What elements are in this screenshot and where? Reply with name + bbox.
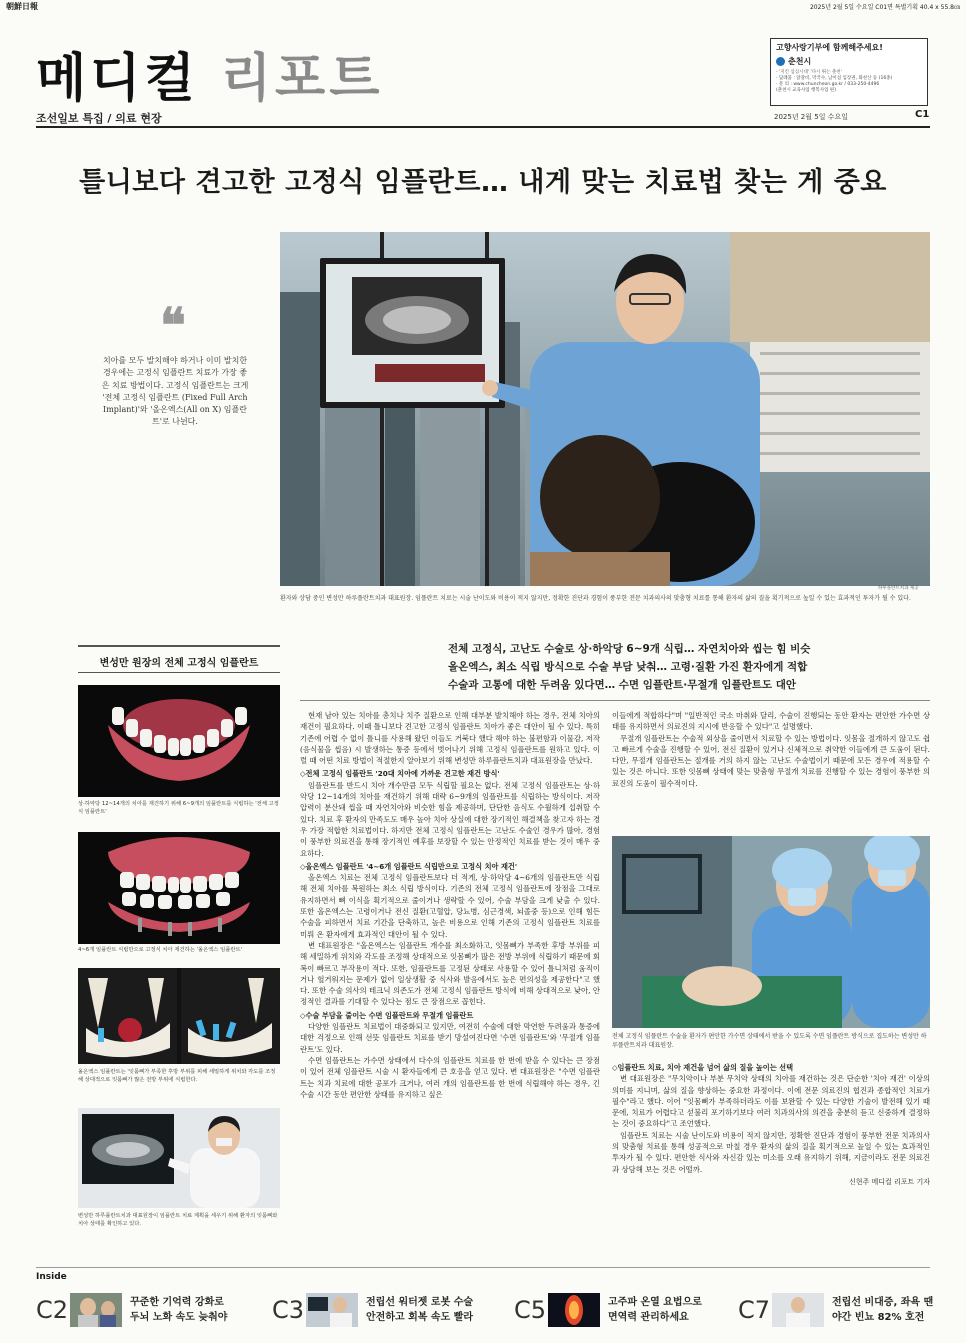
inside-teaser-line: 안전하고 회복 속도 빨라 (366, 1312, 474, 1323)
body-column-2-upper (612, 710, 930, 830)
inside-page-number: C3 (272, 1296, 305, 1324)
donation-ad-footnote: (춘천시 교육사업 행복사업 편) (776, 88, 836, 93)
implant-angle-image (78, 968, 280, 1064)
masthead-divider (36, 126, 930, 128)
body-paragraph: 임플란트를 반드시 치아 개수만큼 모두 식립할 필요는 없다. 전체 고정식 임플란트는 상·하악당 12~14개의 치아를 재건하기 위해 대략 6~9개의 임플란트를 식립하는 방식이다. 저작 압력이 분산돼 씹을 때 자연치아와 비슷한 힘을 제공하며, 단단한 음식도 수월하게 섭취할 수 있다. 치료 후 환자의 만족도도 매우 높아 치아 상실에 대한 장기적인 해결책을 찾고자 하는 경우 가장 적합한 치료법이다. 하지만 전체 고정식 임플란트는 고난도 수술인 경우가 많아, 경험이 풍부한 의료진을 통해 장기적인 예후를 보장할 수 있는 안정적인 치료를 받는 것이 매우 중요하다. (300, 780, 600, 858)
article-headline: 틀니보다 견고한 고정식 임플란트… 내게 맞는 치료법 찾는 게 중요 (79, 167, 887, 198)
newspaper-logo: 朝鮮日報 (6, 2, 38, 11)
donation-ad-city (776, 56, 922, 67)
inside-label: Inside (36, 1272, 67, 1282)
inside-teaser-line: 야간 빈뇨 82% 호전 (832, 1312, 925, 1323)
full-arch-implant-image (78, 685, 280, 797)
inside-thumbnail (306, 1293, 358, 1327)
body-column-2-lower (612, 1060, 930, 1235)
inside-teaser (832, 1295, 956, 1325)
inside-teaser (130, 1295, 254, 1325)
doctor-xray-image (78, 1108, 280, 1208)
sidebar-caption-3: 올온엑스 임플란트는 '잇몸뼈가 부족한 후방 부위를 피해 세밀하게 위치와 각도를 조정해 상대적으로 잇몸뼈가 많은 전방 부위에 식립한다. (78, 1069, 276, 1083)
doctor-xray-illustration (78, 1108, 280, 1208)
donation-ad-gifts: · 답례품 : 닭갈비, 막국수, 남이섬 입장권, 화천산 등 (16종) (776, 76, 893, 81)
sidebar-title: 변성만 원장의 전체 고정식 임플란트 (99, 658, 259, 669)
deck-divider (300, 700, 930, 701)
article-deck (448, 640, 848, 694)
main-photo-consultation (280, 232, 930, 586)
byline: 신현주 메디컬 리포트 기자 (848, 1177, 930, 1186)
thermal-therapy-thumbnail (548, 1293, 600, 1327)
sidebar-caption-2: 4~6개 임플란트 식립만으로 고정식 치아 재건하는 '올온엑스 임플란트' (78, 947, 243, 953)
inside-divider (36, 1267, 930, 1268)
body-paragraph: 임플란트 치료는 시술 난이도와 비용이 적지 않지만, 정확한 진단과 경험이 풍부한 전문 치과의사의 맞춤형 치료를 통해 성공적으로 마칠 경우 환자의 삶의 질을 획기적으로 높일 수 있는 효과적인 투자가 될 수 있다. 편안한 식사와 자신감 있는 미소를 오래 유지하기 위해, 지금이라도 전문 의료진과 상담해 보는 것은 어떨까. (612, 1130, 930, 1174)
inside-page-number: C2 (36, 1296, 69, 1324)
inside-teaser-line: 고주파 온열 요법으로 (608, 1297, 702, 1308)
donation-ad-box (770, 38, 928, 106)
body-subheading: ◇올온엑스 임플란트 '4~6개 임플란트 식립만으로 고정식 치아 재건' (300, 861, 518, 871)
deck-line-3: 수술과 고통에 대한 두려움 있다면… 수면 임플란트·무절개 임플란트도 대안 (448, 679, 797, 691)
inside-item-c2[interactable] (36, 1290, 254, 1330)
sidebar-caption-4: 변성만 하루플란트치과 대표원장이 임플란트 치료 계획을 세우기 위해 환자의 잇몸뼈와 치아 상태를 확인하고 있다. (78, 1213, 278, 1227)
sidebar-caption-1: 상·하악당 12~14개의 치아를 재건하기 위해 6~9개의 임플란트를 식립하는 '전체 고정식 임플란트' (78, 801, 279, 815)
page-meta: 2025년 2월 5일 수요일 C01면 특별기획 40.4 x 55.8㎝ (809, 4, 960, 11)
section-title-part1: 메디컬 (36, 49, 199, 109)
donation-ad-contact: · 문 의 : www.chuncheon.go.kr / 033-250-4496 (776, 82, 880, 87)
implant-angle-illustration (78, 968, 280, 1064)
city-emblem-icon (776, 57, 785, 66)
all-on-x-illustration (78, 832, 280, 944)
body-subheading: ◇수술 부담을 줄이는 수면 임플란트와 무절개 임플란트 (300, 1010, 474, 1020)
body-paragraph: 다양한 임플란트 치료법이 대중화되고 있지만, 여전히 수술에 대한 막연한 두려움과 통증에 대한 걱정으로 인해 선뜻 임플란트 치료를 받기 망설여진다면 '수면 임플란트'와 '무절개 임플란트'도 있다. (300, 1022, 600, 1054)
inside-teaser-line: 면역력 관리하세요 (608, 1312, 689, 1323)
body-paragraph: 수면 임플란트는 가수면 상태에서 다수의 임플란트 치료를 한 번에 받을 수 있다는 큰 장점이 있어 전체 임플란트 시술 시 환자들에게 큰 호응을 얻고 있다. 변 대표원장은 "수면 임플란트는 치과 치료에 대한 공포가 크거나, 여러 개의 임플란트를 한 번에 식립해야 하는 경우, 긴 수술 시간 동안 편안한 상태를 유지하고 싶은 (300, 1055, 600, 1099)
top-strip (0, 0, 966, 12)
body-paragraph: 변 대표원장은 "무치악이나 부분 무치악 상태의 치아를 재건하는 것은 단순한 '치아 재건' 이상의 의미를 지니며, 삶의 질을 향상하는 중요한 과정이다. 이에 전문 의료진의 협진과 종합적인 치료가 필수"라고 했다. 이어 "잇몸뼈가 부족하더라도 이를 보완할 수 있는 다양한 기술이 발전해 있기 때문에, 치료가 어렵다고 섣불리 포기하기보다 여러 치과의사의 의견을 충분히 듣고 신중하게 결정하는 것이 중요하다"고 조언했다. (612, 1074, 930, 1129)
page-number: C1 (915, 109, 930, 120)
inside-thumbnail (548, 1293, 600, 1327)
deck-line-2: 올온엑스, 최소 식립 방식으로 수술 부담 낮춰… 고령·질환 가진 환자에게 적합 (448, 661, 808, 673)
body-paragraph: 무절개 임플란트는 수술적 외상을 줄이면서 치료할 수 있는 방법이다. 잇몸을 절개하지 않고도 쉽고 빠르게 수술을 진행할 수 있어, 전신 질환이 있거나 신체적으로 취약한 이들에게 큰 도움이 된다. 다만, 무절개 임플란트는 절개를 거의 하지 않는 고난도 수술법이기 때문에 모든 경우에 적용할 수 있는 것은 아니다. 또한 잇몸뼈 상태에 맞는 맞춤형 무절개 치료를 진행할 수 있는 경험이 풍부한 의료진의 도움이 필수적이다. (612, 733, 930, 788)
issue-date: 2025년 2월 5일 수요일 (774, 113, 848, 121)
sidebar-title-rule (78, 672, 280, 673)
section-title (36, 36, 384, 111)
inside-item-c7[interactable] (738, 1290, 956, 1330)
inside-item-c3[interactable] (272, 1290, 490, 1330)
section-title-part2: 리포트 (220, 49, 384, 109)
inside-teaser-line: 전립선 비대증, 좌욕 땐 (832, 1297, 934, 1308)
inside-thumbnail (70, 1293, 122, 1327)
surgery-illustration (612, 836, 930, 1028)
body-subheading: ◇임플란트 치료, 치아 재건을 넘어 삶의 질을 높이는 선택 (612, 1063, 794, 1072)
donation-ad-headline: 고향사랑기부에 함께해주세요! (776, 43, 883, 52)
inside-teaser-line: 전립선 워터젯 로봇 수술 (366, 1297, 474, 1308)
body-subheading: ◇전체 고정식 임플란트 '20대 치아에 가까운 견고한 재건 방식' (300, 769, 500, 779)
consultation-illustration (280, 232, 930, 586)
pull-quote: 치아를 모두 발치해야 하거나 이미 발치한 경우에는 고정식 임플란트 치료가 가장 좋은 치료 방법이다. 고정식 임플란트는 크게 '전체 고정식 임플란트 (Fixed Full Arch Implant)'와 '올온엑스(All on X) 임플란트'로 나뉜다. (101, 356, 249, 427)
deck-line-1: 전체 고정식, 고난도 수술로 상·하악당 6~9개 식립… 자연치아와 씹는 힘 비슷 (448, 643, 811, 655)
quote-icon: ❝ (160, 298, 186, 354)
body-paragraph: 변 대표원장은 "올온엑스는 임플란트 개수를 최소화하고, 잇몸뼈가 부족한 후방 부위를 피해 세밀하게 위치와 각도를 조정해 상대적으로 잇몸뼈가 많은 전방 부위에 식립하기 때문에 회복이 빠르고 부작용이 적다. 또한, 임플란트를 고정된 상태로 사용할 수 있어 틀니처럼 움직이거나 헐거워지는 문제가 없어 일상생활 중 식사와 발음에서도 높은 편의성을 제공한다"고 했다. 또한 수술 의사의 테크닉 의존도가 전체 고정식 임플란트 방식에 비해 상대적으로 낮아, 안정적인 결과를 기대할 수 있다는 점도 큰 장점으로 꼽힌다. (300, 940, 600, 1007)
surgery-photo-caption: 전체 고정식 임플란트 수술을 환자가 편안한 가수면 상태에서 받을 수 있도록 수면 임플란트 방식으로 집도하는 변성만 하루플란트치과 대표원장. (612, 1033, 927, 1049)
brain-training-thumbnail (70, 1293, 122, 1327)
inside-teaser-line: 꾸준한 기억력 강화로 (130, 1297, 224, 1308)
inside-page-number: C5 (514, 1296, 547, 1324)
body-paragraph: 이들에게 적합하다"며 "일반적인 국소 마취와 달리, 수술이 진행되는 동안 환자는 편안한 가수면 상태를 유지하면서 의료진의 지시에 반응할 수 있다"고 설명했다. (612, 711, 930, 732)
sitz-bath-thumbnail (772, 1293, 824, 1327)
photo-credit: 하루플란트치과 제공 (878, 586, 919, 591)
sidebar-top-rule (78, 645, 280, 647)
robot-surgery-thumbnail (306, 1293, 358, 1327)
inside-teaser (366, 1295, 490, 1325)
main-photo-caption: 환자와 상담 중인 변성만 하루플란트치과 대표원장. 임플란트 치료는 시술 난이도와 비용이 적지 않지만, 정확한 진단과 경험이 풍부한 전문 치과의사의 맞춤형 치료를 통해 환자의 삶의 질을 획기적으로 높일 수 있는 효과적인 투자가 될 수 있다. (280, 595, 911, 602)
all-on-x-implant-image (78, 832, 280, 944)
donation-ad-slogan: - '지킨 심심시대' '다시 뛰는 춘천' (776, 70, 842, 75)
section-subtitle: 조선일보 특집 / 의료 현장 (36, 112, 162, 125)
donation-ad-city-name: 춘천시 (788, 57, 812, 66)
inside-thumbnail (772, 1293, 824, 1327)
inside-teaser (608, 1295, 732, 1325)
body-paragraph: 현재 남아 있는 치아를 총치나 치주 질환으로 인해 대부분 발치해야 하는 경우, 전체 치아의 재건이 필요하다. 이때 틀니보다 견고한 고정식 임플란트 치아가 좋은 대안이 될 수 있다. 특히 기존에 어렵 수 없이 틀니를 사용해 왔던 이들도 거북다 했다 해야 하는 불편함과 이물감, 저작(음식물을 씹음) 시 발생하는 통증 등에서 벗어나기 위해 고정식 임플란트를 원하고 있다. 이럴 때 어떤 치료 방법이 적절한지 알아보기 위해 변성만 하루플란트치과 대표원장을 만났다. (300, 711, 600, 766)
inside-item-c5[interactable] (514, 1290, 732, 1330)
inside-teaser-line: 두뇌 노화 속도 늦춰야 (130, 1312, 228, 1323)
full-arch-illustration (78, 685, 280, 797)
body-paragraph: 올온엑스 치료는 전체 고정식 임플란트보다 더 적게, 상·하악당 4~6개의 임플란트만 식립해 전체 치아를 복원하는 최소 식립 방식이다. 기존의 전체 고정식 임플란트에 장점을 그대로 유지하면서 뼈 이식을 획기적으로 줄이거나 생략할 수 있어, 수술 부담을 크게 낮출 수 있다. 또한 올온엑스는 고령이거나 전신 질환(고혈압, 당뇨병, 심근경색, 뇌졸중 등)으로 인해 힘든 수술을 피하면서 치료 기간을 단축하고, 높은 비용으로 인해 기존의 고정식 임플란트 치료를 미뤄 온 환자에게 효과적인 대안이 될 수 있다. (300, 873, 600, 939)
body-column-1 (300, 710, 600, 1230)
surgery-photo (612, 836, 930, 1028)
inside-page-number: C7 (738, 1296, 771, 1324)
